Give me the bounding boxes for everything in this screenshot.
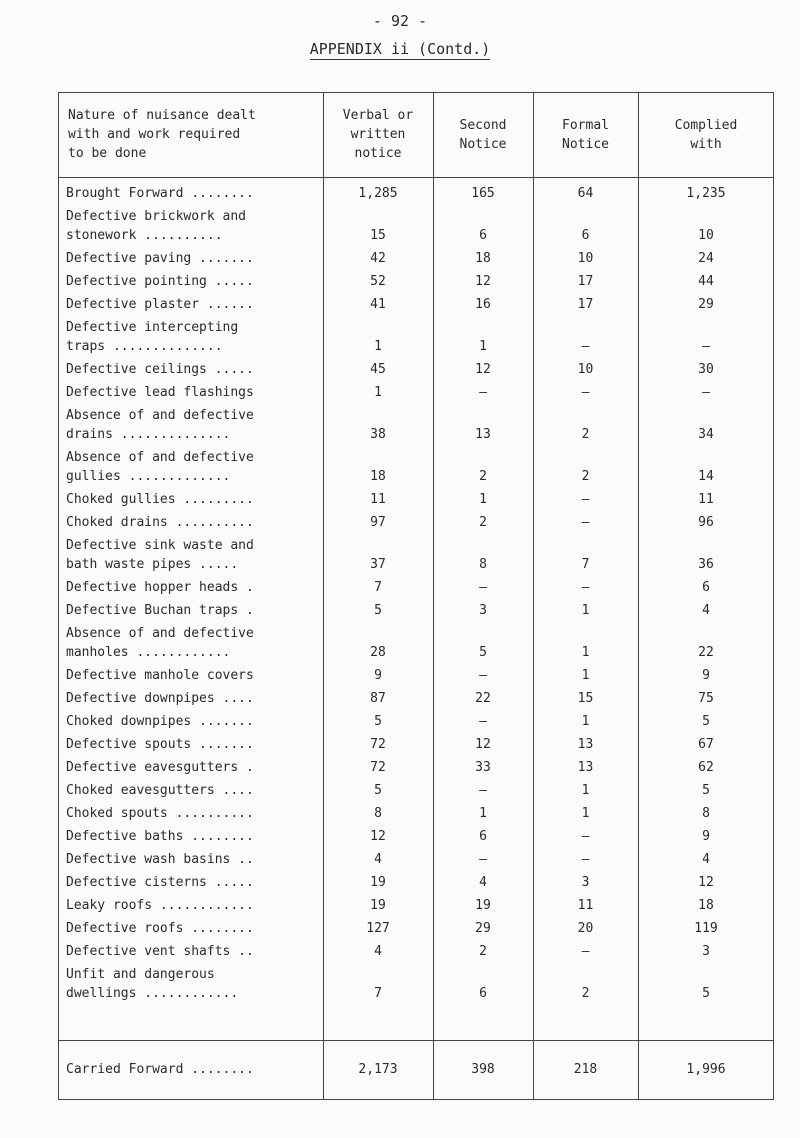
cell-verbal: 4 xyxy=(374,852,382,867)
cell-verbal: 19 xyxy=(370,898,386,913)
table-row xyxy=(58,804,774,823)
cell-formal: 2 xyxy=(581,469,590,484)
cell-formal: 1 xyxy=(581,668,590,683)
page-number: - 92 - xyxy=(372,12,428,30)
cell-verbal: 15 xyxy=(370,228,386,243)
row-label: Defective spouts ....... xyxy=(66,737,254,752)
cell-verbal: 8 xyxy=(374,806,382,821)
table-row xyxy=(58,207,774,245)
cell-complied: 9 xyxy=(702,829,710,844)
table-row xyxy=(58,965,774,1003)
table-row xyxy=(58,249,774,268)
row-label: Defective vent shafts .. xyxy=(66,944,254,959)
cell-complied: 4 xyxy=(702,852,710,867)
row-label: Leaky roofs ............ xyxy=(66,898,254,913)
row-label: Defective intercepting traps .............. xyxy=(66,320,239,354)
cell-verbal: 1 xyxy=(374,339,382,354)
row-label: Defective manhole covers xyxy=(66,668,254,683)
table-row xyxy=(58,578,774,597)
total-complied: 1,996 xyxy=(686,1062,726,1077)
cell-second: 2 xyxy=(479,944,487,959)
cell-verbal: 1,285 xyxy=(358,186,398,201)
cell-complied: 11 xyxy=(698,492,714,507)
cell-second: – xyxy=(479,668,487,683)
table-row xyxy=(58,827,774,846)
cell-complied: 30 xyxy=(698,362,714,377)
row-label: Defective baths ........ xyxy=(66,829,254,844)
total-second: 398 xyxy=(471,1062,495,1077)
cell-formal: 2 xyxy=(581,427,590,442)
nuisance-table xyxy=(58,92,774,1100)
cell-second: 29 xyxy=(475,921,491,936)
row-label: Unfit and dangerous dwellings ............ xyxy=(66,967,239,1001)
row-label: Absence of and defective drains .............. xyxy=(66,408,254,442)
row-label: Defective hopper heads . xyxy=(66,580,254,595)
cell-second: 13 xyxy=(475,427,491,442)
cell-second: 12 xyxy=(475,737,491,752)
cell-second: 3 xyxy=(479,603,487,618)
cell-complied: 9 xyxy=(702,668,710,683)
cell-formal: 6 xyxy=(581,228,590,243)
table-row xyxy=(58,383,774,402)
cell-complied: 18 xyxy=(698,898,714,913)
cell-formal: 64 xyxy=(577,186,594,201)
cell-complied: 119 xyxy=(694,921,718,936)
cell-second: 1 xyxy=(479,492,487,507)
cell-formal: – xyxy=(581,385,590,400)
cell-second: 1 xyxy=(479,339,487,354)
carried-forward-label: Carried Forward ........ xyxy=(66,1062,254,1077)
cell-verbal: 5 xyxy=(374,603,382,618)
row-label: Absence of and defective manholes ............ xyxy=(66,626,254,660)
header-verbal-notice: Verbal or written notice xyxy=(342,108,414,161)
cell-complied: 5 xyxy=(702,986,710,1001)
cell-verbal: 11 xyxy=(370,492,386,507)
cell-formal: 3 xyxy=(581,875,590,890)
table-row xyxy=(58,406,774,444)
row-label: Brought Forward ........ xyxy=(66,186,254,201)
row-label: Choked gullies ......... xyxy=(66,492,254,507)
cell-verbal: 41 xyxy=(370,297,386,312)
cell-second: 4 xyxy=(479,875,487,890)
cell-second: 1 xyxy=(479,806,487,821)
cell-second: – xyxy=(479,783,487,798)
cell-complied: 24 xyxy=(698,251,714,266)
table-row xyxy=(58,624,774,662)
cell-formal: 1 xyxy=(581,806,590,821)
cell-formal: 1 xyxy=(581,645,590,660)
cell-verbal: 28 xyxy=(370,645,386,660)
cell-complied: 34 xyxy=(698,427,714,442)
cell-second: 8 xyxy=(479,557,487,572)
cell-complied: 5 xyxy=(702,714,710,729)
cell-verbal: 87 xyxy=(370,691,386,706)
table-row xyxy=(58,272,774,291)
cell-formal: 15 xyxy=(577,691,594,706)
cell-complied: 62 xyxy=(698,760,714,775)
row-label: Choked spouts .......... xyxy=(66,806,254,821)
cell-complied: 96 xyxy=(698,515,714,530)
cell-complied: – xyxy=(702,385,710,400)
cell-verbal: 52 xyxy=(370,274,386,289)
table-row xyxy=(58,490,774,509)
cell-formal: 13 xyxy=(577,760,594,775)
table-row xyxy=(58,712,774,731)
cell-second: 22 xyxy=(475,691,491,706)
cell-verbal: 1 xyxy=(374,385,382,400)
cell-verbal: 42 xyxy=(370,251,386,266)
cell-second: – xyxy=(479,385,487,400)
cell-complied: 8 xyxy=(702,806,710,821)
table-top-border xyxy=(58,92,774,93)
cell-formal: 1 xyxy=(581,783,590,798)
cell-formal: 7 xyxy=(581,557,590,572)
cell-formal: 20 xyxy=(577,921,594,936)
row-label: Defective lead flashings xyxy=(66,385,254,400)
cell-formal: 1 xyxy=(581,603,590,618)
cell-complied: 44 xyxy=(698,274,714,289)
cell-verbal: 7 xyxy=(374,580,382,595)
row-label: Choked downpipes ....... xyxy=(66,714,254,729)
row-label: Defective ceilings ..... xyxy=(66,362,254,377)
table-row xyxy=(58,601,774,620)
cell-second: – xyxy=(479,714,487,729)
cell-verbal: 7 xyxy=(374,986,382,1001)
cell-complied: 29 xyxy=(698,297,714,312)
header-formal-notice: Formal Notice xyxy=(562,118,609,152)
cell-formal: – xyxy=(581,580,590,595)
table-row xyxy=(58,666,774,685)
cell-second: 19 xyxy=(475,898,491,913)
cell-second: 6 xyxy=(479,829,487,844)
cell-second: 12 xyxy=(475,274,491,289)
cell-formal: – xyxy=(581,852,590,867)
cell-formal: – xyxy=(581,944,590,959)
row-label: Defective pointing ..... xyxy=(66,274,254,289)
cell-complied: 67 xyxy=(698,737,714,752)
table-row xyxy=(58,735,774,754)
cell-verbal: 9 xyxy=(374,668,382,683)
row-label: Defective roofs ........ xyxy=(66,921,254,936)
header-complied-with: Complied with xyxy=(674,118,738,152)
body-bottom-border xyxy=(58,1040,774,1041)
cell-verbal: 5 xyxy=(374,714,382,729)
cell-formal: 10 xyxy=(577,251,594,266)
table-row xyxy=(58,850,774,869)
cell-second: – xyxy=(479,580,487,595)
table-row xyxy=(58,513,774,532)
cell-complied: 5 xyxy=(702,783,710,798)
table-row xyxy=(58,184,774,203)
cell-formal: 1 xyxy=(581,714,590,729)
row-label: Defective sink waste and bath waste pipes ..... xyxy=(66,538,254,572)
cell-complied: – xyxy=(702,339,710,354)
table-row xyxy=(58,896,774,915)
total-formal: 218 xyxy=(573,1062,598,1077)
cell-verbal: 18 xyxy=(370,469,386,484)
cell-formal: 17 xyxy=(577,297,594,312)
cell-verbal: 5 xyxy=(374,783,382,798)
row-label: Defective Buchan traps . xyxy=(66,603,254,618)
cell-formal: 2 xyxy=(581,986,590,1001)
cell-verbal: 38 xyxy=(370,427,386,442)
cell-verbal: 12 xyxy=(370,829,386,844)
cell-second: 16 xyxy=(475,297,491,312)
cell-formal: – xyxy=(581,492,590,507)
cell-second: 5 xyxy=(479,645,487,660)
row-label: Defective wash basins .. xyxy=(66,852,254,867)
table-row xyxy=(58,873,774,892)
table-row xyxy=(58,536,774,574)
table-row xyxy=(58,919,774,938)
total-verbal: 2,173 xyxy=(358,1062,398,1077)
cell-formal: 11 xyxy=(577,898,594,913)
cell-second: 2 xyxy=(479,469,487,484)
cell-second: 33 xyxy=(475,760,491,775)
cell-formal: 10 xyxy=(577,362,594,377)
carried-forward-row xyxy=(58,1060,774,1082)
row-label: Defective downpipes .... xyxy=(66,691,254,706)
cell-complied: 1,235 xyxy=(686,186,726,201)
cell-complied: 36 xyxy=(698,557,714,572)
header-nature: Nature of nuisance dealt with and work required to be done xyxy=(68,108,256,161)
table-row xyxy=(58,689,774,708)
table-row xyxy=(58,318,774,356)
cell-complied: 22 xyxy=(698,645,714,660)
cell-second: 12 xyxy=(475,362,491,377)
table-bottom-border xyxy=(58,1099,774,1100)
header-second-notice: Second Notice xyxy=(459,118,507,152)
table-row xyxy=(58,448,774,486)
cell-complied: 14 xyxy=(698,469,714,484)
cell-verbal: 19 xyxy=(370,875,386,890)
cell-complied: 6 xyxy=(702,580,710,595)
row-label: Defective eavesgutters . xyxy=(66,760,254,775)
cell-complied: 75 xyxy=(698,691,714,706)
cell-complied: 3 xyxy=(702,944,710,959)
cell-second: 18 xyxy=(475,251,491,266)
row-label: Absence of and defective gullies ............. xyxy=(66,450,254,484)
row-label: Defective brickwork and stonework .......... xyxy=(66,209,247,243)
table-row xyxy=(58,942,774,961)
row-label: Defective cisterns ..... xyxy=(66,875,254,890)
cell-formal: 13 xyxy=(577,737,594,752)
cell-verbal: 45 xyxy=(370,362,386,377)
header-bottom-border xyxy=(58,177,774,178)
table-row xyxy=(58,360,774,379)
cell-complied: 4 xyxy=(702,603,710,618)
row-label: Choked drains .......... xyxy=(66,515,254,530)
appendix-title: APPENDIX ii (Contd.) xyxy=(309,40,491,58)
cell-second: – xyxy=(479,852,487,867)
cell-second: 6 xyxy=(479,986,487,1001)
cell-verbal: 72 xyxy=(370,737,386,752)
cell-formal: – xyxy=(581,339,590,354)
cell-complied: 12 xyxy=(698,875,714,890)
table-row xyxy=(58,781,774,800)
cell-formal: 17 xyxy=(577,274,594,289)
table-row xyxy=(58,758,774,777)
row-label: Choked eavesgutters .... xyxy=(66,783,254,798)
cell-complied: 10 xyxy=(698,228,714,243)
cell-second: 165 xyxy=(471,186,495,201)
row-label: Defective plaster ...... xyxy=(66,297,254,312)
cell-second: 2 xyxy=(479,515,487,530)
cell-formal: – xyxy=(581,515,590,530)
cell-verbal: 4 xyxy=(374,944,382,959)
cell-formal: – xyxy=(581,829,590,844)
table-row xyxy=(58,295,774,314)
cell-second: 6 xyxy=(479,228,487,243)
cell-verbal: 72 xyxy=(370,760,386,775)
cell-verbal: 97 xyxy=(370,515,386,530)
cell-verbal: 37 xyxy=(370,557,386,572)
row-label: Defective paving ....... xyxy=(66,251,254,266)
cell-verbal: 127 xyxy=(366,921,390,936)
